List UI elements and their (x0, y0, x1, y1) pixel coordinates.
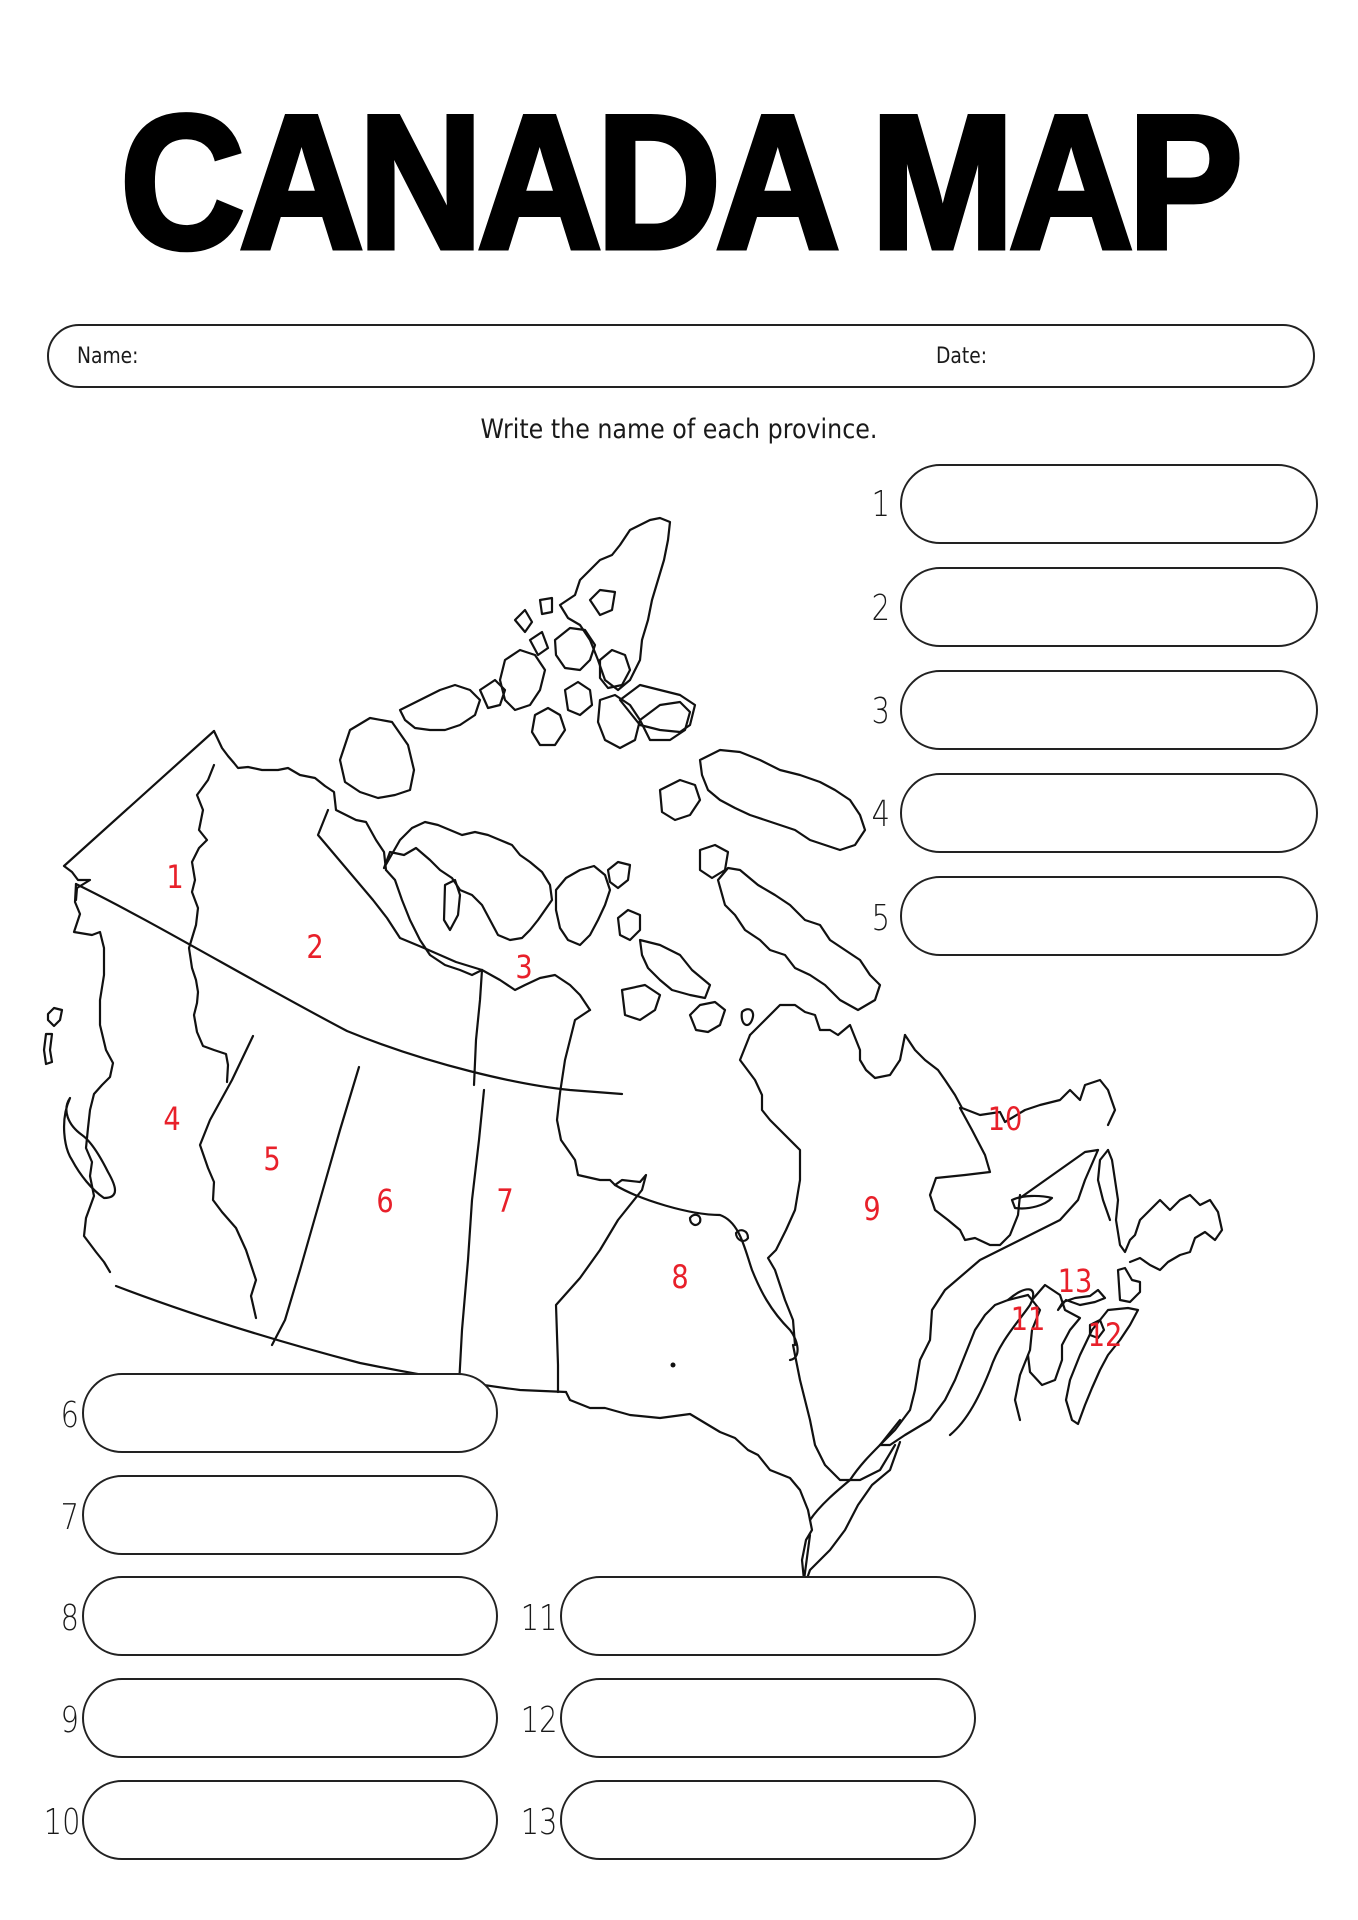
map-label-6: 6 (376, 1182, 394, 1220)
slot-number-6: 6 (60, 1395, 79, 1436)
answer-field-7[interactable] (82, 1475, 498, 1555)
answer-field-1[interactable] (900, 464, 1318, 544)
answer-field-5[interactable] (900, 876, 1318, 956)
map-label-13: 13 (1057, 1262, 1093, 1300)
instruction-text: Write the name of each province. (480, 414, 878, 445)
slot-number-1: 1 (871, 484, 890, 525)
slot-number-3: 3 (871, 691, 890, 732)
slot-number-13: 13 (520, 1802, 558, 1843)
slot-number-12: 12 (520, 1700, 558, 1741)
date-label: Date: (936, 344, 987, 369)
answer-field-10[interactable] (82, 1780, 498, 1860)
page-title: CANADA MAP (120, 76, 1238, 289)
answer-field-11[interactable] (560, 1576, 976, 1656)
answer-field-3[interactable] (900, 670, 1318, 750)
answer-field-9[interactable] (82, 1678, 498, 1758)
map-label-4: 4 (163, 1100, 181, 1138)
slot-number-10: 10 (43, 1802, 81, 1843)
map-label-8: 8 (671, 1258, 689, 1296)
map-label-1: 1 (166, 858, 184, 896)
answer-field-2[interactable] (900, 567, 1318, 647)
answer-field-4[interactable] (900, 773, 1318, 853)
answer-field-12[interactable] (560, 1678, 976, 1758)
slot-number-8: 8 (60, 1598, 79, 1639)
slot-number-4: 4 (871, 794, 890, 835)
slot-number-2: 2 (871, 588, 890, 629)
map-label-12: 12 (1087, 1316, 1123, 1354)
map-label-11: 11 (1010, 1300, 1046, 1338)
map-label-3: 3 (515, 948, 533, 986)
answer-field-13[interactable] (560, 1780, 976, 1860)
slot-number-7: 7 (60, 1497, 79, 1538)
slot-number-11: 11 (520, 1598, 558, 1639)
name-date-bar (47, 324, 1315, 388)
answer-field-8[interactable] (82, 1576, 498, 1656)
name-label: Name: (77, 344, 139, 369)
map-label-10: 10 (987, 1100, 1023, 1138)
map-label-2: 2 (306, 928, 324, 966)
slot-number-5: 5 (871, 898, 890, 939)
map-label-9: 9 (863, 1190, 881, 1228)
answer-field-6[interactable] (82, 1373, 498, 1453)
map-label-5: 5 (263, 1140, 281, 1178)
slot-number-9: 9 (60, 1700, 79, 1741)
map-label-7: 7 (496, 1182, 514, 1220)
